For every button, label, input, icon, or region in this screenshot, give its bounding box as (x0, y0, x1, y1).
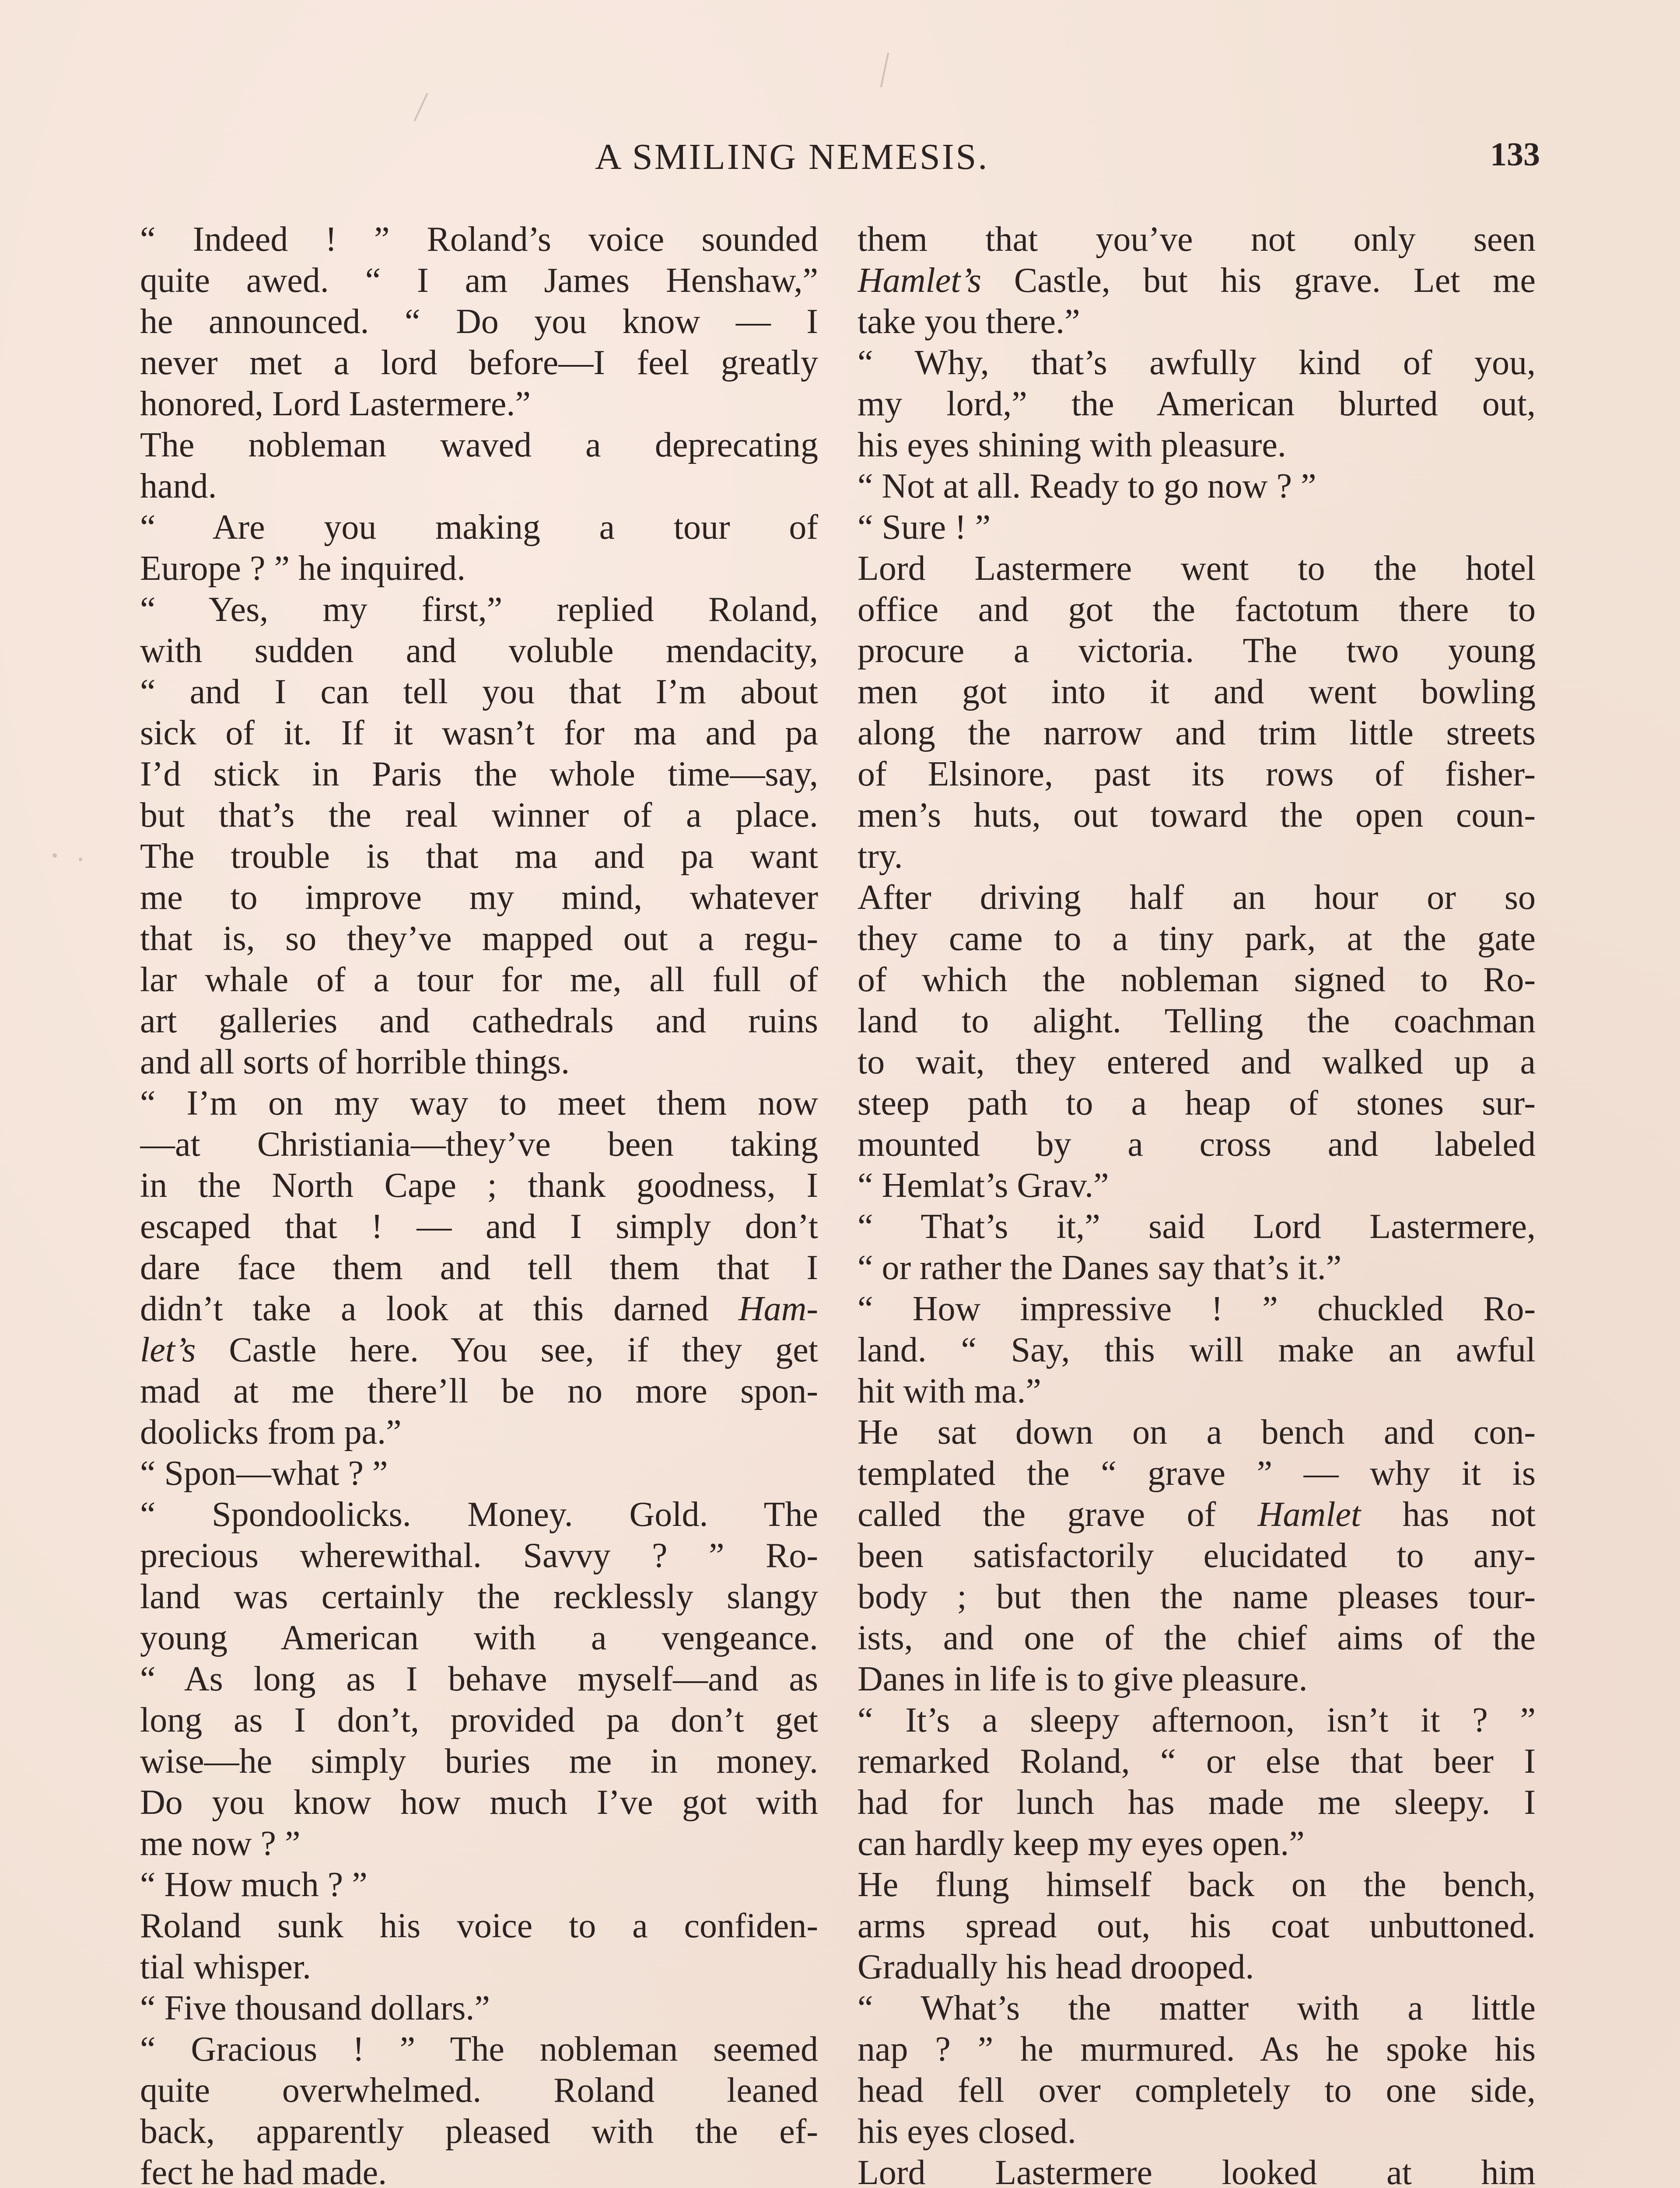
text-line: body ; but then the name pleases tour- (858, 1578, 1536, 1616)
text-line: arms spread out, his coat unbuttoned. (858, 1907, 1536, 1945)
text-line: he announced. “ Do you know — I (140, 302, 818, 341)
text-line: had for lunch has made me sleepy. I (858, 1783, 1536, 1822)
text-line: his eyes shining with pleasure. (858, 426, 1286, 464)
text-line: mad at me there’ll be no more spon- (140, 1372, 818, 1410)
text-line: “ Are you making a tour of (140, 508, 818, 547)
text-line: “ It’s a sleepy afternoon, isn’t it ? ” (858, 1701, 1536, 1739)
text-line: “ Not at all. Ready to go now ? ” (858, 467, 1316, 505)
text-line: head fell over completely to one side, (858, 2071, 1536, 2110)
paper-speck (79, 858, 82, 861)
text-column-right (858, 219, 1536, 2188)
text-line: “ Yes, my first,” replied Roland, (140, 590, 818, 629)
text-line: Lord Lastermere went to the hotel (858, 549, 1536, 588)
text-line: “ What’s the matter with a little (858, 1989, 1536, 2027)
text-line: fect he had made. (140, 2153, 387, 2188)
text-line: The trouble is that ma and pa want (140, 837, 818, 876)
text-line: but that’s the real winner of a place. (140, 796, 818, 835)
text-line: precious wherewithal. Savvy ? ” Ro- (140, 1536, 818, 1575)
text-line: try. (858, 837, 903, 876)
text-line: “ Sure ! ” (858, 508, 991, 547)
text-line: tial whisper. (140, 1948, 312, 1986)
text-line: templated the “ grave ” — why it is (858, 1454, 1536, 1493)
text-line: “ As long as I behave myself—and as (140, 1660, 818, 1698)
text-line: —at Christiania—they’ve been taking (140, 1125, 818, 1164)
text-line: Danes in life is to give pleasure. (858, 1660, 1308, 1698)
text-line: Europe ? ” he inquired. (140, 549, 466, 588)
paper-speck (52, 853, 57, 858)
text-column-left (140, 219, 818, 2188)
text-line: called the grave of Hamlet has not (858, 1495, 1536, 1534)
text-line: remarked Roland, “ or else that beer I (858, 1742, 1536, 1781)
text-line: never met a lord before—I feel greatly (140, 344, 818, 382)
text-line: didn’t take a look at this darned Ham- (140, 1290, 818, 1328)
text-line: procure a victoria. The two young (858, 631, 1536, 670)
text-line: along the narrow and trim little streets (858, 714, 1536, 752)
text-line: “ Five thousand dollars.” (140, 1989, 490, 2027)
text-line: lar whale of a tour for me, all full of (140, 961, 818, 999)
text-line: long as I don’t, provided pa don’t get (140, 1701, 818, 1739)
running-title: A SMILING NEMESIS. (595, 137, 989, 177)
text-line: “ Indeed ! ” Roland’s voice sounded (140, 220, 818, 259)
text-line: land. “ Say, this will make an awful (858, 1331, 1536, 1369)
text-line: “ Spondoolicks. Money. Gold. The (140, 1495, 818, 1534)
text-line: take you there.” (858, 302, 1080, 341)
text-line: “ Why, that’s awfully kind of you, (858, 344, 1536, 382)
text-line: me to improve my mind, whatever (140, 878, 818, 917)
text-line: The nobleman waved a deprecating (140, 426, 818, 464)
text-line: of Elsinore, past its rows of fisher- (858, 755, 1536, 793)
text-line: “ Gracious ! ” The nobleman seemed (140, 2030, 818, 2069)
text-line: men’s huts, out toward the open coun- (858, 796, 1536, 835)
text-line: steep path to a heap of stones sur- (858, 1084, 1536, 1122)
text-line: quite awed. “ I am James Henshaw,” (140, 261, 818, 300)
text-line: office and got the factotum there to (858, 590, 1536, 629)
text-line: sick of it. If it wasn’t for ma and pa (140, 714, 818, 752)
text-line: in the North Cape ; thank goodness, I (140, 1166, 818, 1205)
text-line: After driving half an hour or so (858, 878, 1536, 917)
text-line: I’d stick in Paris the whole time—say, (140, 755, 818, 793)
text-line: quite overwhelmed. Roland leaned (140, 2071, 818, 2110)
page-number: 133 (1490, 136, 1540, 173)
text-line: “ I’m on my way to meet them now (140, 1084, 818, 1122)
text-line: He flung himself back on the bench, (858, 1865, 1536, 1904)
text-line: “ Hemlat’s Grav.” (858, 1166, 1109, 1205)
text-line: “ How impressive ! ” chuckled Ro- (858, 1290, 1536, 1328)
text-line: “ Spon—what ? ” (140, 1454, 388, 1493)
text-line: Lord Lastermere looked at him (858, 2153, 1536, 2188)
text-line: men got into it and went bowling (858, 673, 1536, 711)
text-line: of which the nobleman signed to Ro- (858, 961, 1536, 999)
text-line: He sat down on a bench and con- (858, 1413, 1536, 1452)
text-line: let’s Castle here. You see, if they get (140, 1331, 818, 1369)
text-line: art galleries and cathedrals and ruins (140, 1002, 818, 1040)
text-line: them that you’ve not only seen (858, 220, 1536, 259)
text-line: “ or rather the Danes say that’s it.” (858, 1248, 1342, 1287)
text-line: been satisfactorily elucidated to any- (858, 1536, 1536, 1575)
text-line: land to alight. Telling the coachman (858, 1002, 1536, 1040)
text-line: that is, so they’ve mapped out a regu- (140, 919, 818, 958)
text-line: can hardly keep my eyes open.” (858, 1824, 1305, 1863)
text-line: hand. (140, 467, 217, 505)
text-line: doolicks from pa.” (140, 1413, 402, 1452)
text-line: young American with a vengeance. (140, 1619, 818, 1657)
text-line: they came to a tiny park, at the gate (858, 919, 1536, 958)
text-line: Roland sunk his voice to a confiden- (140, 1907, 818, 1945)
text-line: wise—he simply buries me in money. (140, 1742, 818, 1781)
text-line: “ How much ? ” (140, 1865, 368, 1904)
text-line: my lord,” the American blurted out, (858, 385, 1536, 423)
text-line: to wait, they entered and walked up a (858, 1043, 1536, 1081)
text-line: mounted by a cross and labeled (858, 1125, 1536, 1164)
text-line: back, apparently pleased with the ef- (140, 2112, 818, 2151)
text-line: honored, Lord Lastermere.” (140, 385, 531, 423)
text-line: hit with ma.” (858, 1372, 1041, 1410)
text-line: ists, and one of the chief aims of the (858, 1619, 1536, 1657)
text-line: land was certainly the recklessly slangy (140, 1578, 818, 1616)
text-line: and all sorts of horrible things. (140, 1043, 570, 1081)
text-line: me now ? ” (140, 1824, 301, 1863)
text-line: his eyes closed. (858, 2112, 1076, 2151)
text-line: with sudden and voluble mendacity, (140, 631, 818, 670)
text-line: “ That’s it,” said Lord Lastermere, (858, 1207, 1536, 1246)
text-line: nap ? ” he murmured. As he spoke his (858, 2030, 1536, 2069)
text-line: Do you know how much I’ve got with (140, 1783, 818, 1822)
text-line: dare face them and tell them that I (140, 1248, 818, 1287)
text-line: “ and I can tell you that I’m about (140, 673, 818, 711)
text-line: Hamlet’s Castle, but his grave. Let me (858, 261, 1536, 300)
text-line: Gradually his head drooped. (858, 1948, 1254, 1986)
text-line: escaped that ! — and I simply don’t (140, 1207, 818, 1246)
